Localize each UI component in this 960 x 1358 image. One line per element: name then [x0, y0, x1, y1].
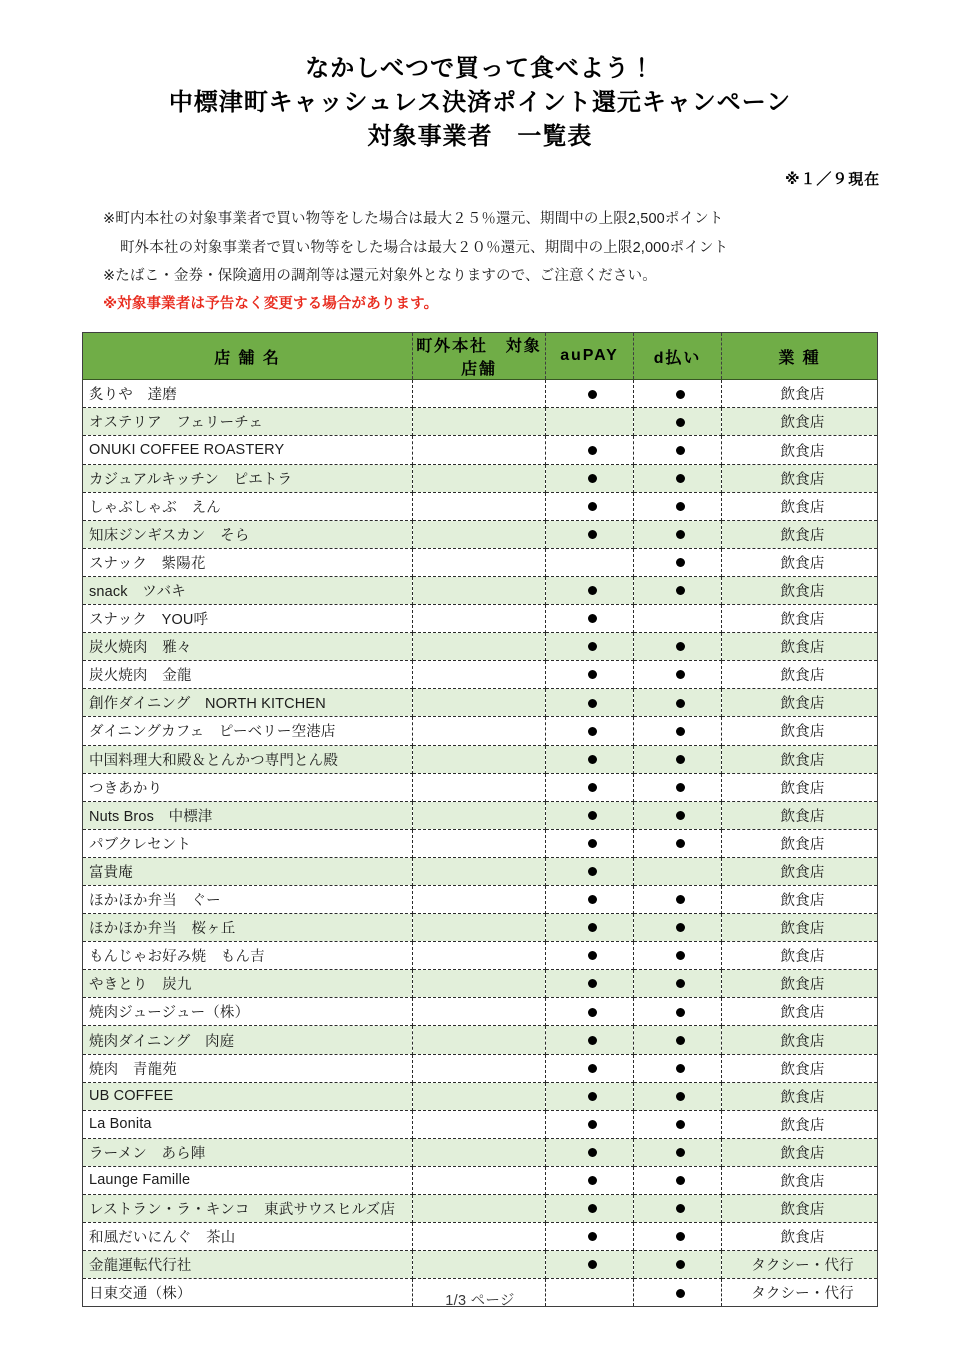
cell-aupay [546, 773, 634, 801]
dpay-dot-icon [676, 1008, 685, 1017]
dpay-dot-icon [676, 979, 685, 988]
cell-out-of-town [413, 661, 546, 689]
cell-aupay [546, 1110, 634, 1138]
cell-business-type: 飲食店 [722, 801, 878, 829]
cell-aupay [546, 633, 634, 661]
cell-dpay [634, 1110, 722, 1138]
cell-store-name: 炭火焼肉 雅々 [83, 633, 413, 661]
aupay-dot-icon [588, 530, 597, 539]
aupay-dot-icon [588, 811, 597, 820]
dpay-dot-icon [676, 755, 685, 764]
cell-aupay [546, 801, 634, 829]
table-row [83, 1138, 878, 1166]
cell-out-of-town [413, 548, 546, 576]
cell-aupay [546, 1138, 634, 1166]
cell-dpay [634, 914, 722, 942]
cell-out-of-town [413, 492, 546, 520]
cell-business-type: 飲食店 [722, 1223, 878, 1251]
cell-aupay [546, 661, 634, 689]
cell-business-type: 飲食店 [722, 633, 878, 661]
cell-out-of-town [413, 745, 546, 773]
aupay-dot-icon [588, 1260, 597, 1269]
dpay-dot-icon [676, 1176, 685, 1185]
table-row [83, 717, 878, 745]
cell-business-type: 飲食店 [722, 857, 878, 885]
cell-business-type: 飲食店 [722, 829, 878, 857]
dpay-dot-icon [676, 699, 685, 708]
cell-business-type: 飲食店 [722, 436, 878, 464]
cell-dpay [634, 1082, 722, 1110]
cell-out-of-town [413, 717, 546, 745]
cell-out-of-town [413, 1110, 546, 1138]
cell-business-type: 飲食店 [722, 1138, 878, 1166]
cell-aupay [546, 492, 634, 520]
dpay-dot-icon [676, 558, 685, 567]
cell-out-of-town [413, 914, 546, 942]
table-row [83, 1166, 878, 1194]
dpay-dot-icon [676, 1120, 685, 1129]
cell-business-type: 飲食店 [722, 492, 878, 520]
cell-store-name: しゃぶしゃぶ えん [83, 492, 413, 520]
dpay-dot-icon [676, 811, 685, 820]
cell-aupay [546, 464, 634, 492]
cell-business-type: 飲食店 [722, 942, 878, 970]
cell-aupay [546, 942, 634, 970]
cell-out-of-town [413, 1251, 546, 1279]
cell-store-name: やきとり 炭九 [83, 970, 413, 998]
aupay-dot-icon [588, 923, 597, 932]
cell-store-name: snack ツバキ [83, 576, 413, 604]
cell-out-of-town [413, 1054, 546, 1082]
column-header-type: 業 種 [722, 333, 878, 380]
table-row [83, 970, 878, 998]
cell-dpay [634, 661, 722, 689]
cell-out-of-town [413, 942, 546, 970]
cell-dpay [634, 633, 722, 661]
dpay-dot-icon [676, 530, 685, 539]
dpay-dot-icon [676, 895, 685, 904]
cell-aupay [546, 998, 634, 1026]
cell-aupay [546, 1166, 634, 1194]
page-title [0, 0, 960, 154]
cell-business-type: 飲食店 [722, 576, 878, 604]
aupay-dot-icon [588, 1092, 597, 1101]
cell-dpay [634, 970, 722, 998]
cell-out-of-town [413, 689, 546, 717]
dpay-dot-icon [676, 1036, 685, 1045]
cell-out-of-town [413, 970, 546, 998]
aupay-dot-icon [588, 783, 597, 792]
column-header-name: 店 舗 名 [83, 333, 413, 380]
cell-out-of-town [413, 885, 546, 913]
cell-store-name: 炙りや 達磨 [83, 380, 413, 408]
cell-business-type: 飲食店 [722, 1026, 878, 1054]
table-header-row [83, 333, 878, 380]
table-row [83, 1251, 878, 1279]
cell-aupay [546, 520, 634, 548]
table-row [83, 1026, 878, 1054]
note-line-1: ※町内本社の対象事業者で買い物等をした場合は最大２５％還元、期間中の上限2,500ポイント [103, 211, 724, 228]
cell-out-of-town [413, 801, 546, 829]
cell-dpay [634, 689, 722, 717]
table-body [83, 380, 878, 1307]
cell-store-name: カジュアルキッチン ピエトラ [83, 464, 413, 492]
cell-dpay [634, 408, 722, 436]
cell-store-name: 富貴庵 [83, 857, 413, 885]
column-header-dpay: d払い [634, 333, 722, 380]
cell-store-name: 焼肉 青龍苑 [83, 1054, 413, 1082]
column-header-out-of-town: 町外本社 対象店舗 [413, 333, 546, 380]
aupay-dot-icon [588, 1120, 597, 1129]
table-row [83, 745, 878, 773]
cell-out-of-town [413, 998, 546, 1026]
aupay-dot-icon [588, 474, 597, 483]
cell-store-name: つきあかり [83, 773, 413, 801]
cell-store-name: ONUKI COFFEE ROASTERY [83, 436, 413, 464]
cell-store-name: 焼肉ジュージュー（株） [83, 998, 413, 1026]
dpay-dot-icon [676, 1232, 685, 1241]
cell-store-name: La Bonita [83, 1110, 413, 1138]
table-row [83, 492, 878, 520]
business-table [82, 332, 878, 1307]
aupay-dot-icon [588, 979, 597, 988]
cell-dpay [634, 885, 722, 913]
cell-dpay [634, 801, 722, 829]
cell-out-of-town [413, 829, 546, 857]
aupay-dot-icon [588, 1008, 597, 1017]
table-row [83, 661, 878, 689]
table-row [83, 436, 878, 464]
as-of-date: ※１／９現在 [785, 171, 880, 189]
cell-business-type: 飲食店 [722, 914, 878, 942]
note-line-3: ※たばこ・金券・保険適用の調剤等は還元対象外となりますので、ご注意ください。 [103, 267, 657, 284]
table-row [83, 1110, 878, 1138]
cell-aupay [546, 717, 634, 745]
cell-aupay [546, 1195, 634, 1223]
cell-business-type: 飲食店 [722, 661, 878, 689]
table-row [83, 689, 878, 717]
dpay-dot-icon [676, 839, 685, 848]
cell-dpay [634, 998, 722, 1026]
aupay-dot-icon [588, 755, 597, 764]
table-row [83, 1082, 878, 1110]
cell-dpay [634, 1054, 722, 1082]
cell-aupay [546, 1026, 634, 1054]
cell-aupay [546, 745, 634, 773]
cell-out-of-town [413, 380, 546, 408]
cell-business-type: 飲食店 [722, 689, 878, 717]
table-row [83, 464, 878, 492]
cell-aupay [546, 1082, 634, 1110]
table-row [83, 548, 878, 576]
table-row [83, 1195, 878, 1223]
dpay-dot-icon [676, 783, 685, 792]
cell-out-of-town [413, 576, 546, 604]
title-line-2: 中標津町キャッシュレス決済ポイント還元キャンペーン [168, 89, 792, 117]
cell-out-of-town [413, 464, 546, 492]
note-line-warning: ※対象事業者は予告なく変更する場合があります。 [103, 296, 439, 313]
cell-dpay [634, 548, 722, 576]
cell-store-name: ダイニングカフェ ピーベリー空港店 [83, 717, 413, 745]
cell-dpay [634, 492, 722, 520]
aupay-dot-icon [588, 895, 597, 904]
cell-business-type: 飲食店 [722, 1054, 878, 1082]
cell-out-of-town [413, 1166, 546, 1194]
cell-business-type: 飲食店 [722, 717, 878, 745]
cell-aupay [546, 829, 634, 857]
aupay-dot-icon [588, 1036, 597, 1045]
cell-business-type: 飲食店 [722, 1166, 878, 1194]
cell-store-name: Launge Famille [83, 1166, 413, 1194]
aupay-dot-icon [588, 727, 597, 736]
aupay-dot-icon [588, 390, 597, 399]
cell-dpay [634, 380, 722, 408]
cell-out-of-town [413, 857, 546, 885]
cell-out-of-town [413, 605, 546, 633]
cell-aupay [546, 857, 634, 885]
cell-store-name: 知床ジンギスカン そら [83, 520, 413, 548]
table-row [83, 998, 878, 1026]
cell-business-type: 飲食店 [722, 605, 878, 633]
table-row [83, 829, 878, 857]
title-line-3: 対象事業者 一覧表 [367, 123, 593, 151]
cell-dpay [634, 717, 722, 745]
table-row [83, 520, 878, 548]
cell-store-name: 炭火焼肉 金龍 [83, 661, 413, 689]
aupay-dot-icon [588, 839, 597, 848]
cell-dpay [634, 942, 722, 970]
dpay-dot-icon [676, 502, 685, 511]
cell-store-name: 和風だいにんぐ 茶山 [83, 1223, 413, 1251]
cell-business-type: 飲食店 [722, 1195, 878, 1223]
cell-store-name: ほかほか弁当 桜ヶ丘 [83, 914, 413, 942]
cell-store-name: スナック 紫陽花 [83, 548, 413, 576]
dpay-dot-icon [676, 727, 685, 736]
cell-out-of-town [413, 1195, 546, 1223]
dpay-dot-icon [676, 951, 685, 960]
aupay-dot-icon [588, 1176, 597, 1185]
table-row [83, 605, 878, 633]
table-header [83, 333, 878, 380]
cell-store-name: スナック YOU呼 [83, 605, 413, 633]
table-row [83, 1054, 878, 1082]
dpay-dot-icon [676, 923, 685, 932]
aupay-dot-icon [588, 867, 597, 876]
cell-store-name: レストラン・ラ・キンコ 東武サウスヒルズ店 [83, 1195, 413, 1223]
cell-store-name: 中国料理大和殿＆とんかつ専門とん殿 [83, 745, 413, 773]
dpay-dot-icon [676, 1064, 685, 1073]
cell-business-type: 飲食店 [722, 745, 878, 773]
cell-out-of-town [413, 408, 546, 436]
dpay-dot-icon [676, 1092, 685, 1101]
cell-aupay [546, 576, 634, 604]
table-row [83, 576, 878, 604]
cell-store-name: パブクレセント [83, 829, 413, 857]
cell-store-name: もんじゃお好み焼 もん吉 [83, 942, 413, 970]
dpay-dot-icon [676, 474, 685, 483]
cell-aupay [546, 436, 634, 464]
aupay-dot-icon [588, 1232, 597, 1241]
cell-aupay [546, 408, 634, 436]
cell-aupay [546, 885, 634, 913]
table-row [83, 408, 878, 436]
cell-out-of-town [413, 1082, 546, 1110]
dpay-dot-icon [676, 1148, 685, 1157]
cell-store-name: ほかほか弁当 ぐー [83, 885, 413, 913]
aupay-dot-icon [588, 446, 597, 455]
cell-store-name: ラーメン あら陣 [83, 1138, 413, 1166]
cell-dpay [634, 576, 722, 604]
cell-business-type: タクシー・代行 [722, 1251, 878, 1279]
aupay-dot-icon [588, 670, 597, 679]
table-row [83, 914, 878, 942]
dpay-dot-icon [676, 418, 685, 427]
aupay-dot-icon [588, 1204, 597, 1213]
dpay-dot-icon [676, 670, 685, 679]
cell-out-of-town [413, 633, 546, 661]
cell-business-type: 飲食店 [722, 548, 878, 576]
cell-store-name: オステリア フェリーチェ [83, 408, 413, 436]
cell-business-type: 飲食店 [722, 1082, 878, 1110]
cell-aupay [546, 914, 634, 942]
table-row [83, 380, 878, 408]
cell-business-type: 飲食店 [722, 520, 878, 548]
cell-out-of-town [413, 436, 546, 464]
aupay-dot-icon [588, 586, 597, 595]
cell-aupay [546, 548, 634, 576]
dpay-dot-icon [676, 642, 685, 651]
cell-dpay [634, 605, 722, 633]
notes-block [0, 205, 960, 318]
table-row [83, 773, 878, 801]
cell-business-type: 飲食店 [722, 885, 878, 913]
cell-out-of-town [413, 520, 546, 548]
cell-dpay [634, 464, 722, 492]
business-table-wrapper [0, 332, 960, 1307]
cell-aupay [546, 1223, 634, 1251]
cell-business-type: 飲食店 [722, 464, 878, 492]
cell-dpay [634, 773, 722, 801]
table-row [83, 857, 878, 885]
title-line-1: なかしべつで買って食べよう！ [305, 55, 655, 82]
aupay-dot-icon [588, 1148, 597, 1157]
cell-out-of-town [413, 773, 546, 801]
cell-out-of-town [413, 1223, 546, 1251]
cell-out-of-town [413, 1026, 546, 1054]
cell-aupay [546, 1054, 634, 1082]
cell-dpay [634, 745, 722, 773]
dpay-dot-icon [676, 1204, 685, 1213]
cell-business-type: 飲食店 [722, 408, 878, 436]
cell-out-of-town [413, 1138, 546, 1166]
cell-dpay [634, 1138, 722, 1166]
cell-aupay [546, 970, 634, 998]
aupay-dot-icon [588, 642, 597, 651]
dpay-dot-icon [676, 586, 685, 595]
dpay-dot-icon [676, 446, 685, 455]
cell-store-name: UB COFFEE [83, 1082, 413, 1110]
cell-store-name: 日東交通（株） [83, 1279, 413, 1307]
table-row [83, 633, 878, 661]
dpay-dot-icon [676, 1260, 685, 1269]
column-header-aupay: auPAY [546, 333, 634, 380]
cell-business-type: 飲食店 [722, 998, 878, 1026]
aupay-dot-icon [588, 502, 597, 511]
cell-dpay [634, 520, 722, 548]
aupay-dot-icon [588, 951, 597, 960]
cell-aupay [546, 1251, 634, 1279]
cell-aupay [546, 380, 634, 408]
note-line-2: 町外本社の対象事業者で買い物等をした場合は最大２０％還元、期間中の上限2,000ポイント [120, 239, 729, 256]
cell-store-name: Nuts Bros 中標津 [83, 801, 413, 829]
cell-business-type: 飲食店 [722, 380, 878, 408]
cell-dpay [634, 1026, 722, 1054]
cell-dpay [634, 1195, 722, 1223]
cell-aupay [546, 689, 634, 717]
cell-store-name: 金龍運転代行社 [83, 1251, 413, 1279]
cell-dpay [634, 436, 722, 464]
aupay-dot-icon [588, 614, 597, 623]
page-footer: 1/3 ページ [445, 1293, 515, 1309]
cell-business-type: タクシー・代行 [751, 1286, 854, 1303]
cell-dpay [634, 1166, 722, 1194]
table-row [83, 801, 878, 829]
table-row [83, 885, 878, 913]
aupay-dot-icon [588, 699, 597, 708]
cell-dpay [634, 857, 722, 885]
aupay-dot-icon [588, 1064, 597, 1073]
cell-business-type: 飲食店 [722, 773, 878, 801]
dpay-dot-icon [676, 390, 685, 399]
cell-dpay [634, 1251, 722, 1279]
cell-store-name: 創作ダイニング NORTH KITCHEN [83, 689, 413, 717]
table-row [83, 942, 878, 970]
cell-dpay [634, 829, 722, 857]
cell-aupay [546, 605, 634, 633]
cell-business-type: 飲食店 [722, 970, 878, 998]
cell-store-name: 焼肉ダイニング 肉庭 [83, 1026, 413, 1054]
table-row [83, 1223, 878, 1251]
cell-dpay [634, 1223, 722, 1251]
cell-business-type: 飲食店 [722, 1110, 878, 1138]
